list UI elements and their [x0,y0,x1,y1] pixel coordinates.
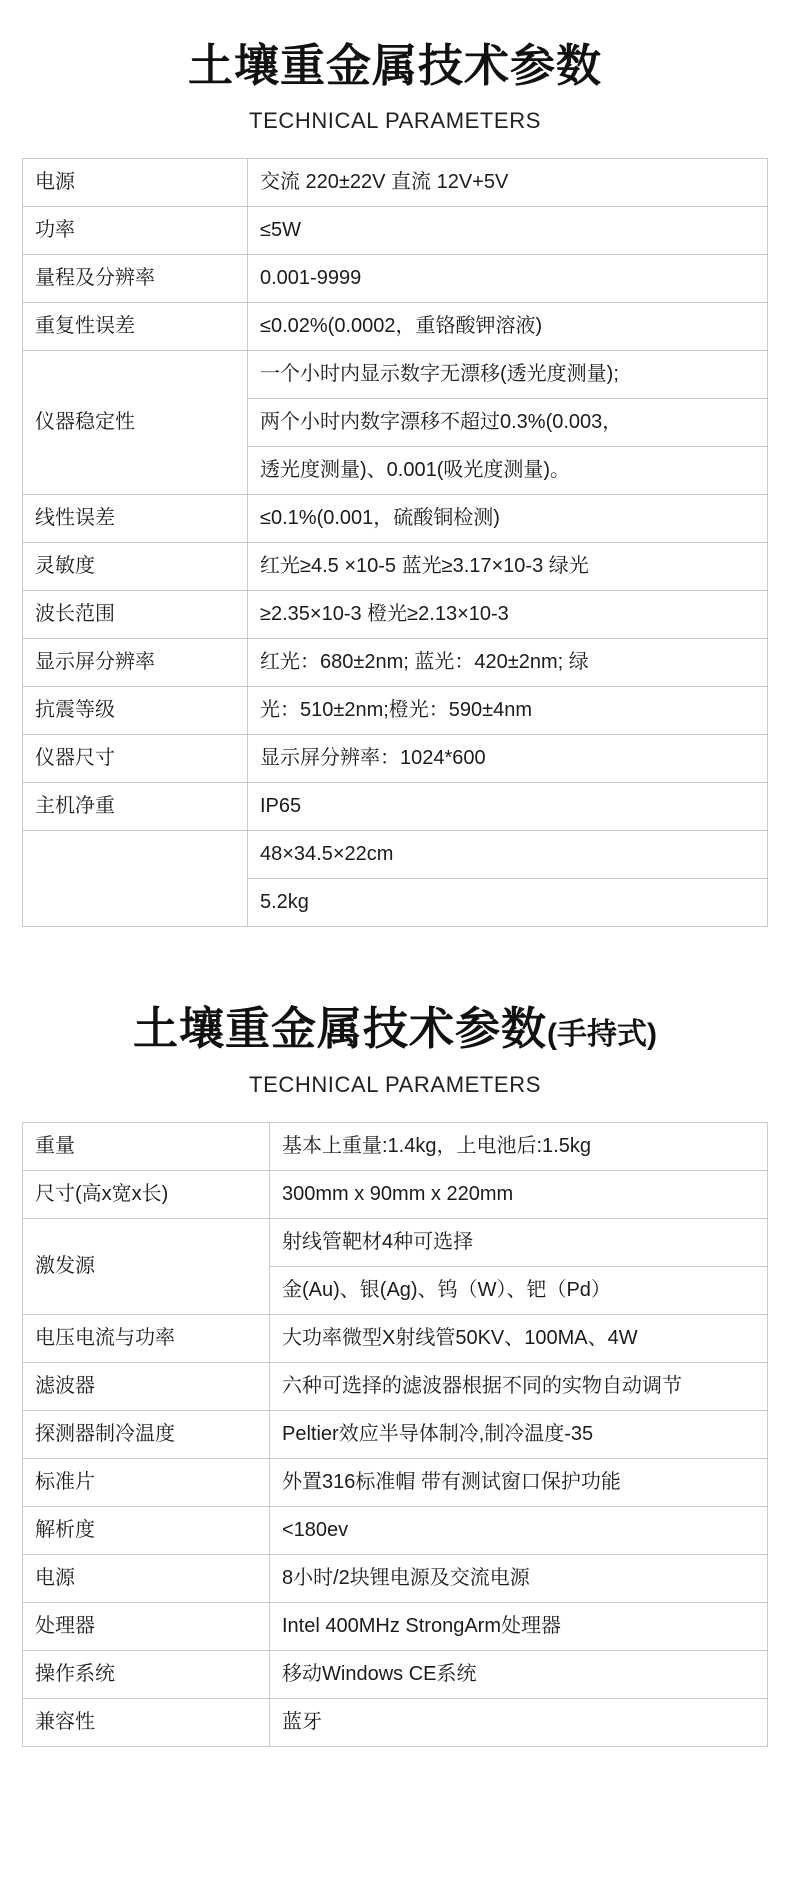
row-value: 移动Windows CE系统 [270,1650,768,1698]
row-label: 线性误差 [23,495,248,543]
row-label: 电源 [23,1554,270,1602]
section-2-title-text: 土壤重金属技术参数 [133,1003,548,1055]
table-row [23,1698,768,1746]
table-row [23,1554,768,1602]
row-value: 两个小时内数字漂移不超过0.3%(0.003， [248,399,768,447]
table-row [23,495,768,543]
row-value: 六种可选择的滤波器根据不同的实物自动调节 [270,1362,768,1410]
row-value: 外置316标准帽 带有测试窗口保护功能 [270,1458,768,1506]
row-label [23,831,248,927]
table-row [23,351,768,399]
table-row [23,1458,768,1506]
row-label: 灵敏度 [23,543,248,591]
row-value: ≤5W [248,207,768,255]
table-row [23,207,768,255]
table-row [23,591,768,639]
table-row [23,1218,768,1266]
table-row [23,1602,768,1650]
table-row [23,1362,768,1410]
row-label: 兼容性 [23,1698,270,1746]
row-value: 基本上重量:1.4kg，上电池后:1.5kg [270,1122,768,1170]
table-row [23,1170,768,1218]
row-value: ≤0.1%(0.001，硫酸铜检测) [248,495,768,543]
row-value: 交流 220±22V 直流 12V+5V [248,159,768,207]
section-1-title [22,0,768,94]
table-row [23,687,768,735]
row-value: 显示屏分辨率：1024*600 [248,735,768,783]
row-value: 48×34.5×22cm [248,831,768,879]
spec-table-1 [22,158,768,927]
row-label: 波长范围 [23,591,248,639]
row-label: 抗震等级 [23,687,248,735]
section-1-subtitle: TECHNICAL PARAMETERS [249,108,541,134]
row-label: 仪器尺寸 [23,735,248,783]
row-label: 探测器制冷温度 [23,1410,270,1458]
table-row [23,1650,768,1698]
table-row [23,1410,768,1458]
table-row [23,1506,768,1554]
section-soil-heavy-metal [22,0,768,953]
row-value: Intel 400MHz StrongArm处理器 [270,1602,768,1650]
row-label: 重量 [23,1122,270,1170]
table-row [23,1314,768,1362]
table-row [23,783,768,831]
row-value: <180ev [270,1506,768,1554]
table-row [23,1122,768,1170]
row-value: 一个小时内显示数字无漂移(透光度测量); [248,351,768,399]
row-value: 金(Au)、银(Ag)、钨（W）、钯（Pd） [270,1266,768,1314]
row-value: 8小时/2块锂电源及交流电源 [270,1554,768,1602]
row-value: 大功率微型X射线管50KV、100MA、4W [270,1314,768,1362]
row-value: 蓝牙 [270,1698,768,1746]
row-value: ≥2.35×10-3 橙光≥2.13×10-3 [248,591,768,639]
row-value: 透光度测量)、0.001(吸光度测量)。 [248,447,768,495]
table-row [23,639,768,687]
row-value: 射线管靶材4种可选择 [270,1218,768,1266]
section-2-subtitle: TECHNICAL PARAMETERS [249,1071,541,1097]
row-value: 光：510±2nm;橙光：590±4nm [248,687,768,735]
row-label: 操作系统 [23,1650,270,1698]
row-label: 主机净重 [23,783,248,831]
row-label: 电源 [23,159,248,207]
row-value: 5.2kg [248,879,768,927]
row-label: 激发源 [23,1218,270,1314]
row-label: 重复性误差 [23,303,248,351]
table-row [23,255,768,303]
section-2-title [22,963,768,1057]
row-value: 0.001-9999 [248,255,768,303]
row-value: 红光≥4.5 ×10-5 蓝光≥3.17×10-3 绿光 [248,543,768,591]
row-label: 电压电流与功率 [23,1314,270,1362]
row-value: 红光：680±2nm; 蓝光：420±2nm; 绿 [248,639,768,687]
section-soil-heavy-metal-handheld [22,963,768,1780]
table-row [23,159,768,207]
row-label: 滤波器 [23,1362,270,1410]
spec-table-2 [22,1122,768,1747]
row-value: ≤0.02%(0.0002，重铬酸钾溶液) [248,303,768,351]
table-row [23,735,768,783]
row-label: 尺寸(高x宽x长) [23,1170,270,1218]
row-label: 仪器稳定性 [23,351,248,495]
table-row [23,303,768,351]
row-value: 300mm x 90mm x 220mm [270,1170,768,1218]
row-label: 显示屏分辨率 [23,639,248,687]
table-row [23,543,768,591]
row-label: 解析度 [23,1506,270,1554]
table-row [23,831,768,879]
section-2-title-suffix: (手持式) [547,1018,657,1052]
row-label: 处理器 [23,1602,270,1650]
row-value: Peltier效应半导体制冷,制冷温度-35 [270,1410,768,1458]
row-label: 功率 [23,207,248,255]
row-value: IP65 [248,783,768,831]
row-label: 标准片 [23,1458,270,1506]
section-1-title-text: 土壤重金属技术参数 [187,40,602,91]
row-label: 量程及分辨率 [23,255,248,303]
